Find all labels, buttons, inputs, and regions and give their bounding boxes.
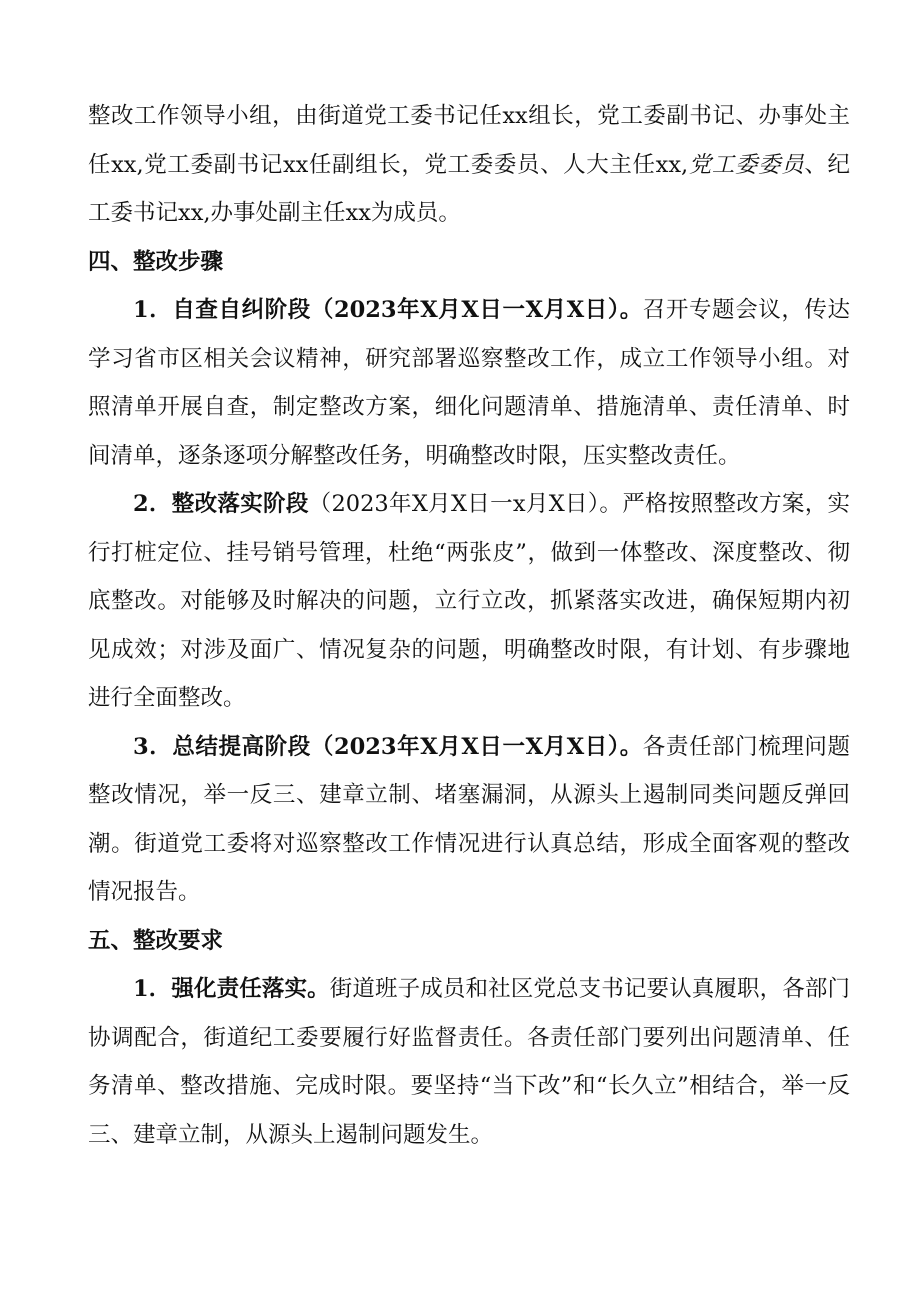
section5-heading: 五、整改要求: [88, 927, 224, 954]
step-3-text: 各责任部门梳理问题整改情况，举一反三、建章立制、堵塞漏洞，从源头上遏制同类问题反弹回潮。街道党工委将对巡察整改工作情况进行认真总结，形成全面客观的整改情况报告。: [88, 733, 850, 905]
step-3-title: 3．总结提高阶段（2023年X月X日一X月X日）。: [133, 733, 643, 760]
document-body: [88, 92, 850, 1159]
item-1-text: 街道班子成员和社区党总支书记要认真履职，各部门协调配合，街道纪工委要履行好监督责任。各责任部门要列出问题清单、任务清单、整改措施、完成时限。要坚持“当下改”和“长久立”相结合，举一反三、建章立制，从源头上遏制问题发生。: [88, 976, 850, 1148]
item-1-title: 1．强化责任落实。: [133, 976, 330, 1002]
section4-step-2: [88, 480, 850, 723]
intro-paragraph: [88, 92, 850, 238]
section4-step-1: [88, 286, 850, 480]
section4-step-3: [88, 723, 850, 917]
section5-item-1: [88, 965, 850, 1159]
intro-text-b: 、纪工委书记xx,办事处副主任xx为成员。: [88, 151, 850, 226]
step-2-title: 2．整改落实阶段: [133, 491, 309, 517]
intro-text-a: 整改工作领导小组，由街道党工委书记任xx组长，党工委副书记、办事处主任xx,党工委副书记xx任副组长，党工委委员、人大主任xx,: [88, 103, 850, 178]
step-2-text: （2023年X月X日一x月X日）。严格按照整改方案，实行打桩定位、挂号销号管理，杜绝“两张皮”，做到一体整改、深度整改、彻底整改。对能够及时解决的问题，立行立改，抓紧落实改进，确保短期内初见成效；对涉及面广、情况复杂的问题，明确整改时限，有计划、有步骤地进行全面整改。: [88, 491, 851, 711]
step-1-title: 1．自查自纠阶段（2023年X月X日一X月X日）。: [133, 297, 643, 323]
intro-text-italic: 党工委委员: [688, 151, 805, 178]
step-1-text: 召开专题会议，传达学习省市区相关会议精神，研究部署巡察整改工作，成立工作领导小组。对照清单开展自查，制定整改方案，细化问题清单、措施清单、责任清单、时间清单，逐条逐项分解整改任务，明确整改时限，压实整改责任。: [88, 297, 850, 469]
section4-heading: 四、整改步骤: [88, 248, 224, 275]
